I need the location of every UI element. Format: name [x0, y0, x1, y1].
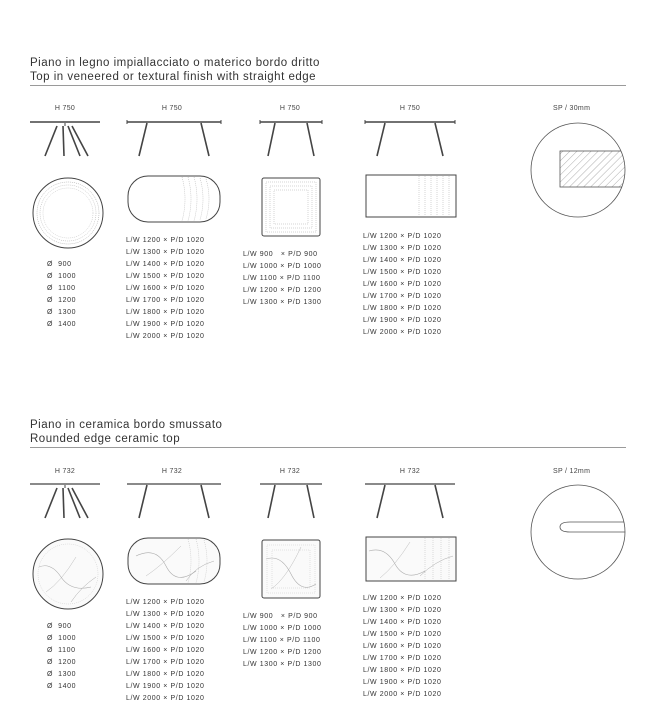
size-item: Ø 1200: [47, 297, 77, 304]
height-label: H 732: [161, 468, 183, 475]
rect-table-elevation: [365, 482, 455, 522]
round-table-elevation: [30, 482, 100, 522]
section2-divider: [30, 447, 626, 448]
rect-ceramic-top-plan: [365, 536, 457, 582]
height-label: H 732: [54, 468, 76, 475]
oval-size-list: [126, 597, 205, 705]
oval-table-elevation: [127, 482, 221, 522]
rect-size-list: [363, 231, 442, 339]
size-item: L/W 1200 × P/D 1020: [363, 233, 442, 240]
round-size-list: [47, 621, 76, 693]
size-item: L/W 1400 × P/D 1020: [363, 257, 442, 264]
thickness-label: SP / 30mm: [553, 105, 591, 112]
size-item: L/W 1600 × P/D 1020: [363, 281, 442, 288]
size-item: L/W 1900 × P/D 1020: [126, 683, 205, 690]
size-item: L/W 900 × P/D 900: [243, 613, 318, 620]
size-item: L/W 1900 × P/D 1020: [126, 321, 205, 328]
size-item: L/W 1700 × P/D 1020: [126, 297, 205, 304]
size-item: L/W 1200 × P/D 1020: [126, 599, 205, 606]
rect-size-list: [363, 593, 442, 701]
section1-title-it: Piano in legno impiallacciato o materico bordo dritto: [30, 57, 320, 69]
square-table-elevation: [260, 120, 322, 160]
size-item: L/W 1600 × P/D 1020: [126, 647, 205, 654]
size-item: L/W 1600 × P/D 1020: [363, 643, 442, 650]
size-item: L/W 1500 × P/D 1020: [126, 273, 205, 280]
height-label: H 750: [399, 105, 421, 112]
oval-top-plan: [126, 174, 222, 224]
size-item: L/W 1800 × P/D 1020: [363, 667, 442, 674]
height-label: H 732: [399, 468, 421, 475]
size-item: L/W 1600 × P/D 1020: [126, 285, 205, 292]
size-item: L/W 1300 × P/D 1300: [243, 661, 322, 668]
size-item: L/W 1500 × P/D 1020: [363, 631, 442, 638]
size-item: Ø 1000: [47, 273, 77, 280]
size-item: L/W 1100 × P/D 1100: [243, 637, 321, 644]
size-item: L/W 1900 × P/D 1020: [363, 317, 442, 324]
height-label: H 750: [54, 105, 76, 112]
size-item: L/W 900 × P/D 900: [243, 251, 318, 258]
size-item: Ø 900: [47, 623, 72, 630]
height-label: H 750: [279, 105, 301, 112]
size-item: L/W 1300 × P/D 1020: [126, 249, 205, 256]
oval-table-elevation: [127, 120, 221, 160]
rect-top-plan: [365, 174, 457, 218]
square-table-elevation: [260, 482, 322, 522]
size-item: L/W 1100 × P/D 1100: [243, 275, 321, 282]
oval-size-list: [126, 235, 205, 343]
size-item: Ø 1200: [47, 659, 77, 666]
square-size-list: [243, 611, 322, 671]
size-item: L/W 1200 × P/D 1200: [243, 287, 322, 294]
size-item: L/W 1300 × P/D 1020: [363, 607, 442, 614]
size-item: Ø 1000: [47, 635, 77, 642]
size-item: L/W 1300 × P/D 1020: [126, 611, 205, 618]
round-top-plan: [31, 176, 105, 250]
size-item: Ø 1300: [47, 309, 77, 316]
square-size-list: [243, 249, 322, 309]
size-item: L/W 1200 × P/D 1200: [243, 649, 322, 656]
height-label: H 732: [279, 468, 301, 475]
square-ceramic-top-plan: [261, 539, 321, 599]
straight-edge-detail: [530, 120, 630, 220]
square-top-plan: [261, 177, 321, 237]
size-item: Ø 1100: [47, 285, 76, 292]
size-item: L/W 1900 × P/D 1020: [363, 679, 442, 686]
oval-ceramic-top-plan: [126, 536, 222, 586]
size-item: L/W 2000 × P/D 1020: [126, 695, 205, 702]
size-item: L/W 1000 × P/D 1000: [243, 263, 322, 270]
size-item: L/W 1400 × P/D 1020: [363, 619, 442, 626]
size-item: L/W 1300 × P/D 1300: [243, 299, 322, 306]
size-item: L/W 2000 × P/D 1020: [363, 329, 442, 336]
size-item: L/W 1700 × P/D 1020: [363, 293, 442, 300]
section2-title-it: Piano in ceramica bordo smussato: [30, 419, 223, 431]
round-size-list: [47, 259, 76, 331]
size-item: L/W 1800 × P/D 1020: [126, 309, 205, 316]
size-item: Ø 1400: [47, 683, 77, 690]
size-item: L/W 1700 × P/D 1020: [126, 659, 205, 666]
size-item: L/W 1400 × P/D 1020: [126, 623, 205, 630]
section1-divider: [30, 85, 626, 86]
rect-table-elevation: [365, 120, 455, 160]
size-item: L/W 1200 × P/D 1020: [363, 595, 442, 602]
size-item: Ø 1100: [47, 647, 76, 654]
size-item: L/W 1300 × P/D 1020: [363, 245, 442, 252]
thickness-label: SP / 12mm: [553, 468, 591, 475]
section2-title-en: Rounded edge ceramic top: [30, 433, 181, 445]
size-item: L/W 1800 × P/D 1020: [126, 671, 205, 678]
size-item: L/W 1200 × P/D 1020: [126, 237, 205, 244]
round-table-elevation: [30, 120, 100, 160]
round-ceramic-top-plan: [31, 537, 105, 611]
size-item: L/W 1800 × P/D 1020: [363, 305, 442, 312]
size-item: L/W 1500 × P/D 1020: [363, 269, 442, 276]
section1-title-en: Top in veneered or textural finish with straight edge: [30, 71, 317, 83]
size-item: Ø 900: [47, 261, 72, 268]
size-item: L/W 1400 × P/D 1020: [126, 261, 205, 268]
size-item: L/W 1500 × P/D 1020: [126, 635, 205, 642]
rounded-edge-detail: [530, 482, 630, 582]
height-label: H 750: [161, 105, 183, 112]
size-item: L/W 2000 × P/D 1020: [126, 333, 205, 340]
size-item: L/W 1000 × P/D 1000: [243, 625, 322, 632]
size-item: L/W 1700 × P/D 1020: [363, 655, 442, 662]
size-item: Ø 1300: [47, 671, 77, 678]
size-item: Ø 1400: [47, 321, 77, 328]
size-item: L/W 2000 × P/D 1020: [363, 691, 442, 698]
